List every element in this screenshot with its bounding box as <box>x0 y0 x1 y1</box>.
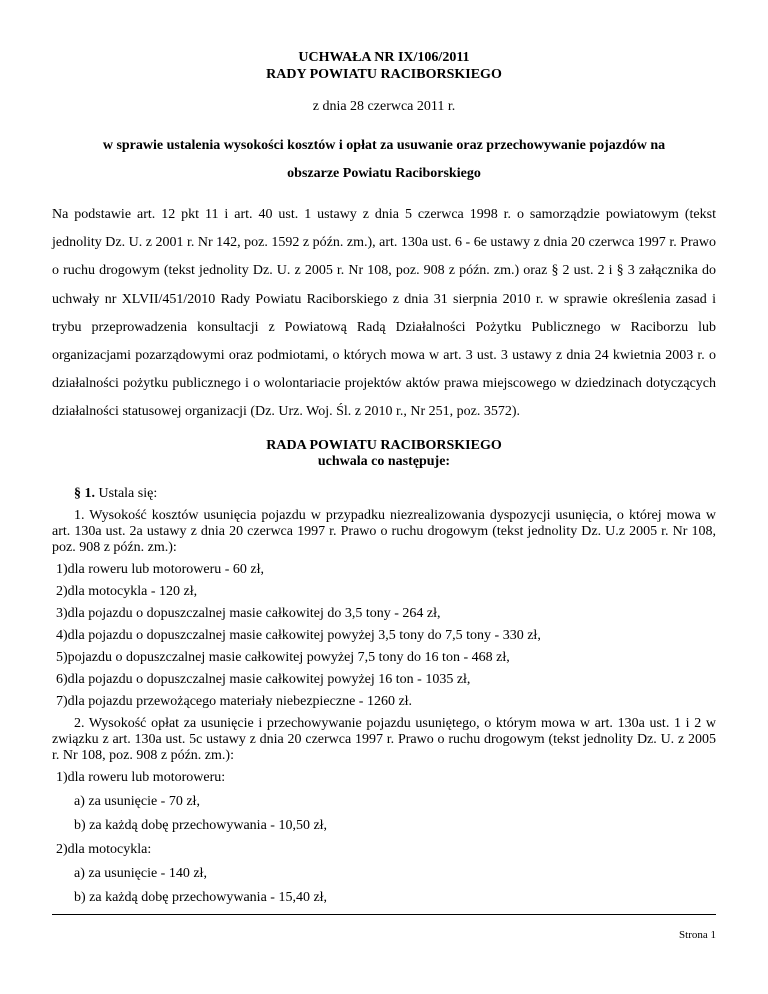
list-item: 4)dla pojazdu o dopuszczalnej masie całkowitej powyżej 3,5 tony do 7,5 tony - 330 zł, <box>56 628 541 643</box>
group-2-label: 2)dla motocykla: <box>56 842 152 857</box>
list-item: 5)pojazdu o dopuszczalnej masie całkowitej powyżej 7,5 tony do 16 ton - 468 zł, <box>56 650 510 665</box>
subject-line-1: w sprawie ustalenia wysokości kosztów i opłat za usuwanie oraz przechowywanie pojazdów na <box>102 138 666 153</box>
section-1-intro <box>52 486 716 502</box>
list-item: 6)dla pojazdu o dopuszczalnej masie całkowitej powyżej 16 ton - 1035 zł, <box>56 672 471 687</box>
document-subject <box>52 132 716 188</box>
point-1-paragraph: 1. Wysokość kosztów usunięcia pojazdu w przypadku niezrealizowania dyspozycji usunięcia, o której mowa w art. 130a ust. 2a ustawy z dnia 20 czerwca 1997 r. Prawo o ruchu drogowym (tekst jednolity Dz. U.z 2005 r. Nr 108, poz. 908 z późn. zm.): <box>52 508 716 555</box>
list-item: 7)dla pojazdu przewożącego materiały niebezpieczne - 1260 zł. <box>56 694 413 709</box>
resolution-line-2: uchwala co następuje: <box>317 454 451 469</box>
title-line-2: RADY POWIATU RACIBORSKIEGO <box>266 67 502 82</box>
group-1-item-b: b) za każdą dobę przechowywania - 10,50 zł, <box>74 818 328 833</box>
list-item: 2)dla motocykla - 120 zł, <box>56 584 198 599</box>
group-1-item-a: a) za usunięcie - 70 zł, <box>74 794 200 809</box>
section-1 <box>52 486 716 906</box>
footer-divider <box>52 914 716 915</box>
group-2-item-b: b) za każdą dobę przechowywania - 15,40 zł, <box>74 890 328 905</box>
list-item: 1)dla roweru lub motoroweru - 60 zł, <box>56 562 264 577</box>
list-item: 3)dla pojazdu o dopuszczalnej masie całkowitej do 3,5 tony - 264 zł, <box>56 606 441 621</box>
group-1-label: 1)dla roweru lub motoroweru: <box>56 770 226 785</box>
point-1-list <box>52 562 716 710</box>
page-number: Strona 1 <box>679 929 716 941</box>
document-title <box>0 49 768 83</box>
preamble-paragraph: Na podstawie art. 12 pkt 11 i art. 40 ust. 1 ustawy z dnia 5 czerwca 1998 r. o samorządzie powiatowym (tekst jednolity Dz. U. z 2001 r. Nr 142, poz. 1592 z późn. zm.), art. 130a ust. 6 - 6e ustawy z dnia 20 czerwca 1997 r. Prawo o ruchu drogowym (tekst jednolity Dz. U. z 2005 r. Nr 108, poz. 908 z późn. zm.) oraz § 2 ust. 2 i § 3 załącznika do uchwały nr XLVII/451/2010 Rady Powiatu Raciborskiego z dnia 31 sierpnia 2010 r. w sprawie określenia zasad i trybu przeprowadzenia konsultacji z Powiatową Radą Działalności Pożytku Publicznego w Raciborzu lub organizacjami pozarządowymi oraz podmiotami, o których mowa w art. 3 ust. 3 ustawy z dnia 24 kwietnia 2003 r. o działalności pożytku publicznego i o wolontariacie projektów aktów prawa miejscowego w dziedzinach dotyczących działalności statusowej organizacji (Dz. Urz. Woj. Śl. z 2010 r., Nr 251, poz. 3572). <box>52 207 716 420</box>
subject-line-2: obszarze Powiatu Raciborskiego <box>287 166 481 181</box>
section-intro-text: Ustala się: <box>95 486 158 501</box>
point-2-paragraph: 2. Wysokość opłat za usunięcie i przechowywanie pojazdu usuniętego, o którym mowa w art. 130a ust. 1 i 2 w związku z art. 130a ust. 5c ustawy z dnia 20 czerwca 1997 r. Prawo o ruchu drogowym (tekst jednolity Dz. U. z 2005 r. Nr 108, poz. 908 z późn. zm.): <box>52 716 716 763</box>
resolution-line-1: RADA POWIATU RACIBORSKIEGO <box>266 438 502 453</box>
title-line-1: UCHWAŁA NR IX/106/2011 <box>298 50 470 65</box>
section-marker: § 1. <box>74 486 95 501</box>
resolution-heading <box>0 438 768 470</box>
group-2-item-a: a) za usunięcie - 140 zł, <box>74 866 207 881</box>
document-date: z dnia 28 czerwca 2011 r. <box>312 99 456 114</box>
